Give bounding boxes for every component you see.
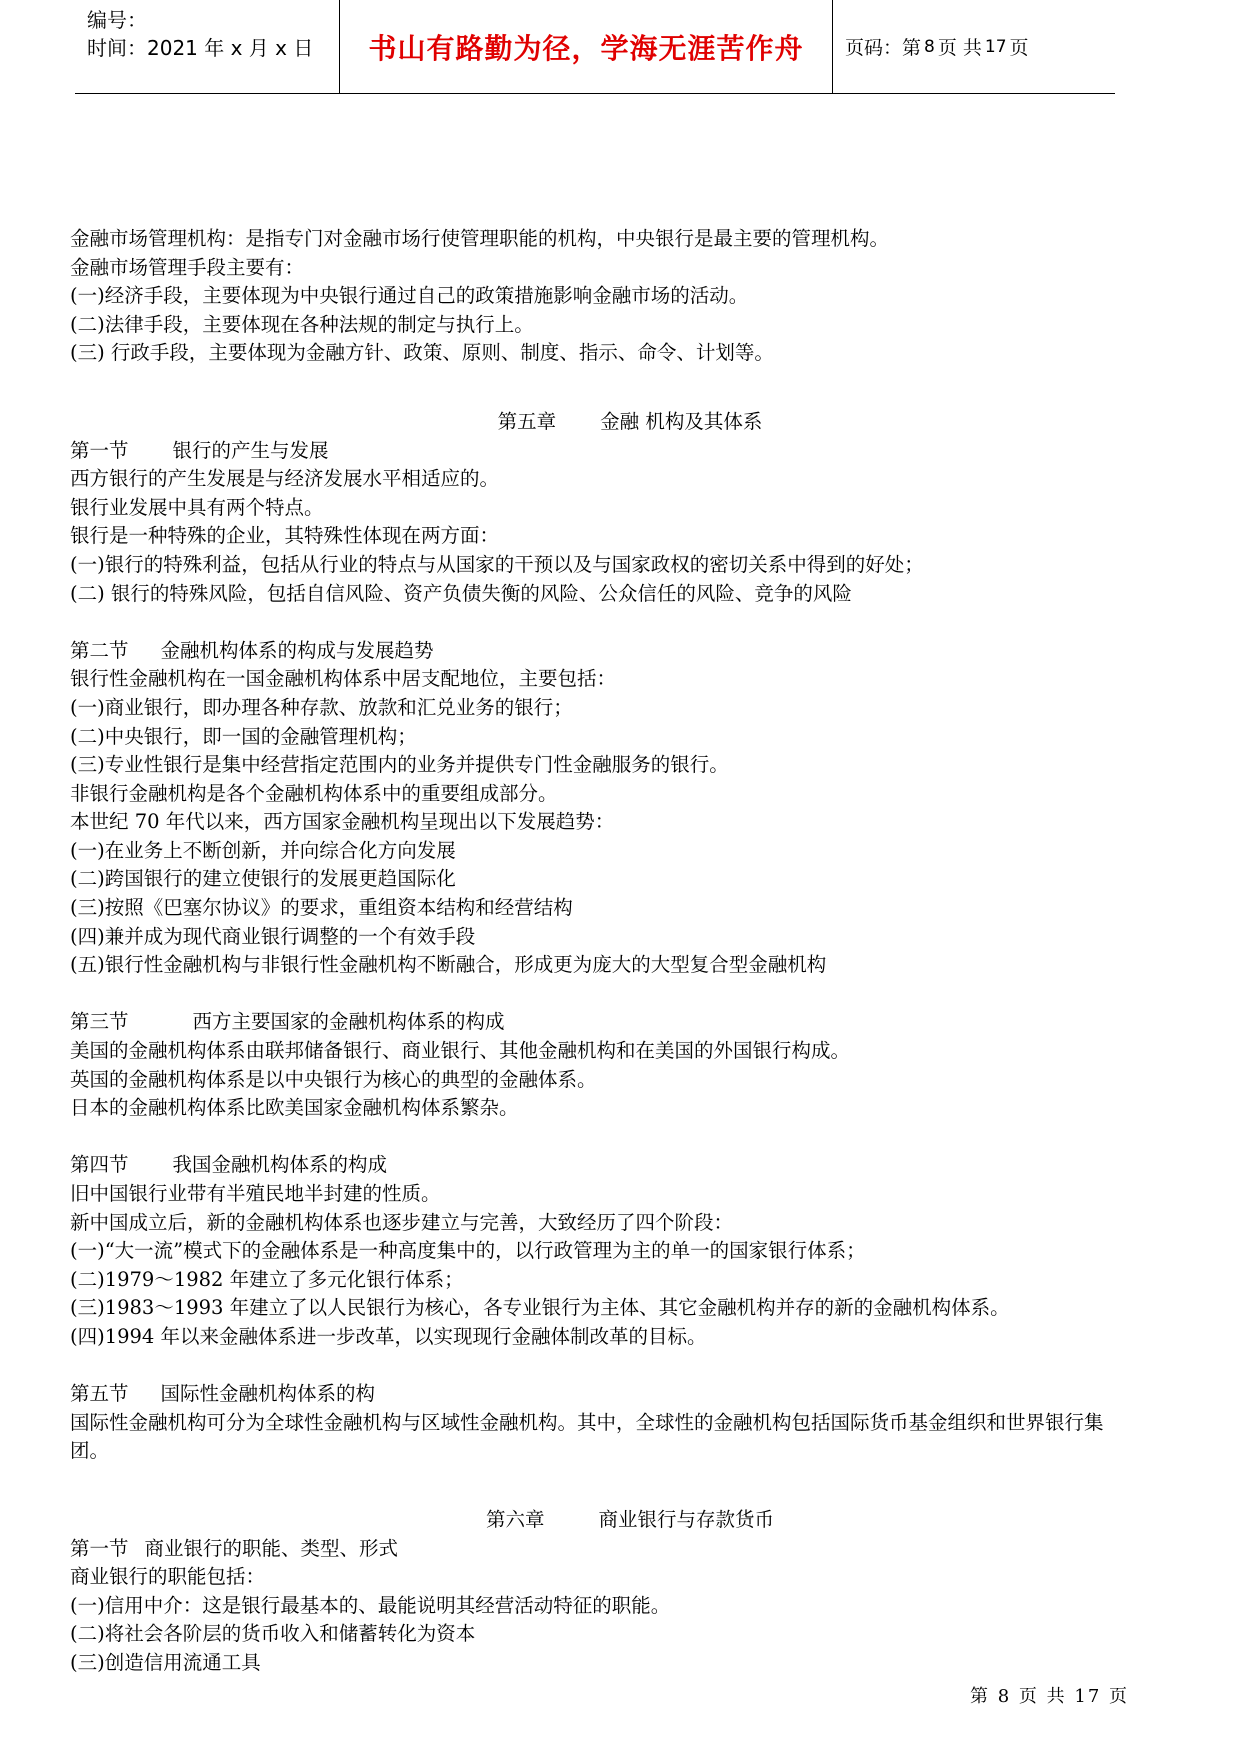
chapter-heading-6 — [70, 1506, 1130, 1535]
section-title: 国际性金融机构体系的构 — [160, 1382, 376, 1406]
section-heading — [70, 1535, 1130, 1564]
page-suffix: 页 — [1009, 37, 1029, 59]
serial-number-label: 编号： — [87, 8, 147, 32]
section-number: 第五节 — [70, 1382, 129, 1406]
chapter-title: 商业银行与存款货币 — [598, 1507, 775, 1531]
chapter-number: 第五章 — [497, 409, 557, 433]
paragraph: 银行性金融机构在一国金融机构体系中居支配地位，主要包括： — [70, 667, 617, 691]
page-current: 8 — [924, 36, 935, 57]
list-item: (三)1983～1993 年建立了以人民银行为核心，各专业银行为主体、其它金融机构并存的新的金融机构体系。 — [70, 1296, 1010, 1320]
paragraph: 金融市场管理机构：是指专门对金融市场行使管理职能的机构，中央银行是最主要的管理机构。 — [70, 227, 890, 250]
list-item: (四)兼并成为现代商业银行调整的一个有效手段 — [70, 924, 476, 948]
header-meta — [87, 0, 333, 99]
list-item: (二)法律手段，主要体现在各种法规的制定与执行上。 — [70, 312, 534, 336]
list-item: (一)信用中介：这是银行最基本的、最能说明其经营活动特征的职能。 — [70, 1593, 671, 1617]
list-item: (二)将社会各阶层的货币收入和储蓄转化为资本 — [70, 1622, 476, 1646]
document-body — [70, 225, 1130, 1678]
list-item: (三)创造信用流通工具 — [70, 1650, 261, 1674]
section-title: 我国金融机构体系的构成 — [172, 1153, 388, 1177]
section-title: 商业银行的职能、类型、形式 — [144, 1536, 399, 1560]
footer-suffix: 页 — [1109, 1686, 1130, 1707]
paragraph: 新中国成立后，新的金融机构体系也逐步建立与完善，大致经历了四个阶段： — [70, 1210, 734, 1234]
paragraph: 金融市场管理手段主要有： — [70, 255, 305, 279]
section-title: 金融机构体系的构成与发展趋势 — [160, 638, 434, 662]
page-mid: 页 共 — [937, 37, 982, 59]
list-item: (二)跨国银行的建立使银行的发展更趋国际化 — [70, 867, 456, 891]
section-title: 银行的产生与发展 — [172, 438, 329, 462]
section-number: 第三节 — [70, 1010, 129, 1034]
page-total: 17 — [984, 36, 1007, 57]
paragraph: 旧中国银行业带有半殖民地半封建的性质。 — [70, 1182, 441, 1205]
list-item: (二)中央银行，即一国的金融管理机构； — [70, 724, 417, 748]
section-number: 第二节 — [70, 638, 129, 662]
header-page-number — [845, 0, 1115, 93]
list-item: (二) 银行的特殊风险，包括自信风险、资产负债失衡的风险、公众信任的风险、竞争的风险 — [70, 581, 852, 605]
footer-mid: 页 共 — [1018, 1686, 1067, 1707]
paragraph: 银行业发展中具有两个特点。 — [70, 495, 324, 519]
list-item: (三)按照《巴塞尔协议》的要求，重组资本结构和经营结构 — [70, 896, 573, 920]
chapter-number: 第六章 — [485, 1507, 545, 1531]
section-heading — [70, 1380, 1130, 1409]
paragraph: 银行是一种特殊的企业，其特殊性体现在两方面： — [70, 524, 500, 548]
page-header — [75, 0, 1115, 94]
date-label: 时间：2021 年 x 月 x 日 — [87, 36, 314, 60]
footer-current: 8 — [997, 1686, 1012, 1707]
section-number: 第四节 — [70, 1153, 129, 1177]
list-item: (四)1994 年以来金融体系进一步改革，以实现现行金融体制改革的目标。 — [70, 1324, 707, 1348]
section-number: 第一节 — [70, 438, 129, 462]
section-heading — [70, 637, 1130, 666]
list-item: (一)“大一流”模式下的金融体系是一种高度集中的，以行政管理为主的单一的国家银行体系； — [70, 1239, 866, 1263]
footer-total: 17 — [1074, 1686, 1102, 1707]
list-item: (一)银行的特殊利益，包括从行业的特点与从国家的干预以及与国家政权的密切关系中得到的好处； — [70, 552, 924, 576]
chapter-heading-5 — [70, 408, 1130, 437]
paragraph: 本世纪 70 年代以来，西方国家金融机构呈现出以下发展趋势： — [70, 810, 615, 834]
paragraph: 日本的金融机构体系比欧美国家金融机构体系繁杂。 — [70, 1096, 519, 1120]
motto: 书山有路勤为径，学海无涯苦作舟 — [368, 31, 804, 65]
page-footer — [970, 1682, 1129, 1708]
paragraph: 非银行金融机构是各个金融机构体系中的重要组成部分。 — [70, 781, 558, 805]
paragraph: 美国的金融机构体系由联邦储备银行、商业银行、其他金融机构和在美国的外国银行构成。 — [70, 1039, 851, 1063]
page-prefix: 页码：第 — [845, 37, 922, 59]
section-title: 西方主要国家的金融机构体系的构成 — [192, 1010, 505, 1034]
list-item: (一)经济手段，主要体现为中央银行通过自己的政策措施影响金融市场的活动。 — [70, 284, 749, 308]
section-heading — [70, 1151, 1130, 1180]
section-heading — [70, 437, 1130, 466]
paragraph: 英国的金融机构体系是以中央银行为核心的典型的金融体系。 — [70, 1067, 597, 1091]
list-item: (一)商业银行，即办理各种存款、放款和汇兑业务的银行； — [70, 695, 573, 719]
footer-prefix: 第 — [970, 1686, 990, 1707]
section-number: 第一节 — [70, 1536, 129, 1560]
chapter-title: 金融 机构及其体系 — [600, 409, 763, 433]
paragraph: 西方银行的产生发展是与经济发展水平相适应的。 — [70, 467, 500, 491]
list-item: (三) 行政手段，主要体现为金融方针、政策、原则、制度、指示、命令、计划等。 — [70, 341, 774, 365]
paragraph: 商业银行的职能包括： — [70, 1565, 266, 1589]
list-item: (一)在业务上不断创新，并向综合化方向发展 — [70, 838, 456, 862]
list-item: (五)银行性金融机构与非银行性金融机构不断融合，形成更为庞大的大型复合型金融机构 — [70, 953, 827, 977]
header-motto-cell — [339, 0, 833, 93]
section-heading — [70, 1008, 1130, 1037]
paragraph: 国际性金融机构可分为全球性金融机构与区域性金融机构。其中，全球性的金融机构包括国际货币基金组织和世界银行集团。 — [70, 1410, 1104, 1463]
list-item: (三)专业性银行是集中经营指定范围内的业务并提供专门性金融服务的银行。 — [70, 753, 729, 777]
list-item: (二)1979～1982 年建立了多元化银行体系； — [70, 1267, 464, 1291]
